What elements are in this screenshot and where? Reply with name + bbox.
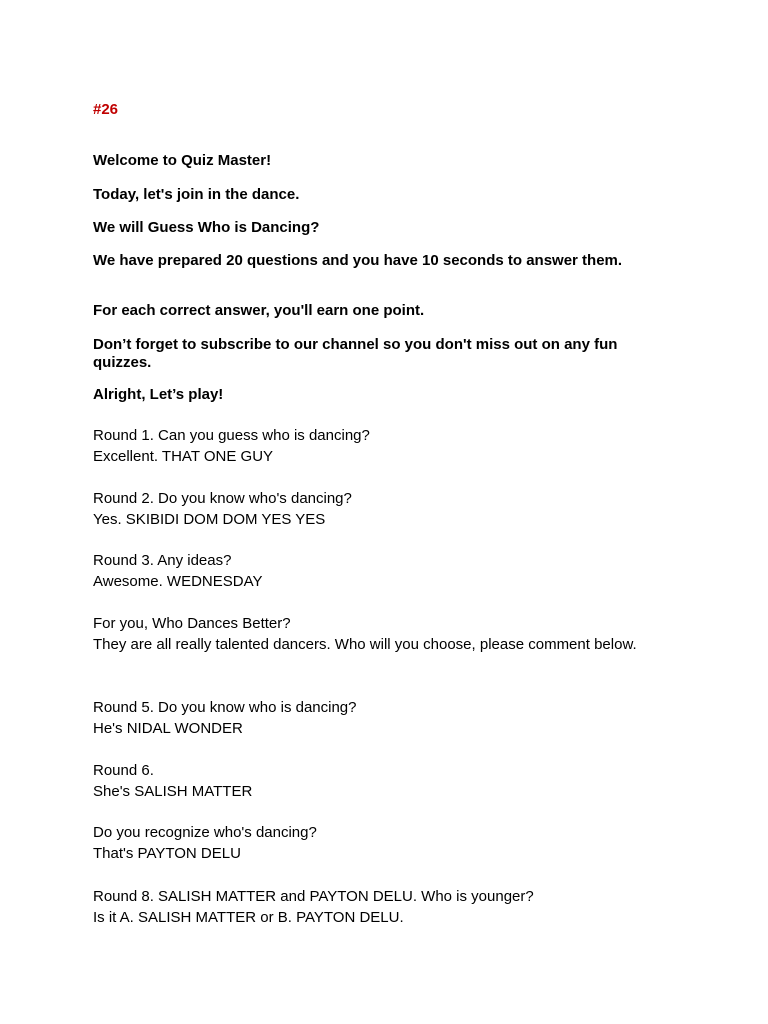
round-1-answer: Excellent. THAT ONE GUY [93,448,274,465]
intro-play: Alright, Let’s play! [93,386,224,403]
round-3-question: Round 3. Any ideas? [93,552,232,569]
round-8-options: Is it A. SALISH MATTER or B. PAYTON DELU. [93,909,404,926]
round-1-question: Round 1. Can you guess who is dancing? [93,427,370,444]
round-5-answer: He's NIDAL WONDER [93,720,243,737]
intro-guess: We will Guess Who is Dancing? [93,219,320,236]
round-2-answer: Yes. SKIBIDI DOM DOM YES YES [93,511,326,528]
intro-questions: We have prepared 20 questions and you have 10 seconds to answer them. [93,252,623,269]
recognize-question: Do you recognize who's dancing? [93,824,317,841]
script-number: #26 [93,101,119,118]
dance-poll-question: For you, Who Dances Better? [93,615,291,632]
dance-poll-comment: They are all really talented dancers. Who will you choose, please comment below. [93,636,637,653]
intro-points: For each correct answer, you'll earn one point. [93,302,425,319]
round-6-answer: She's SALISH MATTER [93,783,253,800]
intro-subscribe: Don’t forget to subscribe to our channel so you don't miss out on any fun quizzes. [93,336,618,371]
round-3-answer: Awesome. WEDNESDAY [93,573,263,590]
round-5-question: Round 5. Do you know who is dancing? [93,699,357,716]
intro-today: Today, let's join in the dance. [93,186,300,203]
round-6-question: Round 6. [93,762,154,779]
recognize-answer: That's PAYTON DELU [93,845,241,862]
round-8-question: Round 8. SALISH MATTER and PAYTON DELU. Who is younger? [93,888,534,905]
intro-welcome: Welcome to Quiz Master! [93,152,272,169]
round-2-question: Round 2. Do you know who's dancing? [93,490,352,507]
